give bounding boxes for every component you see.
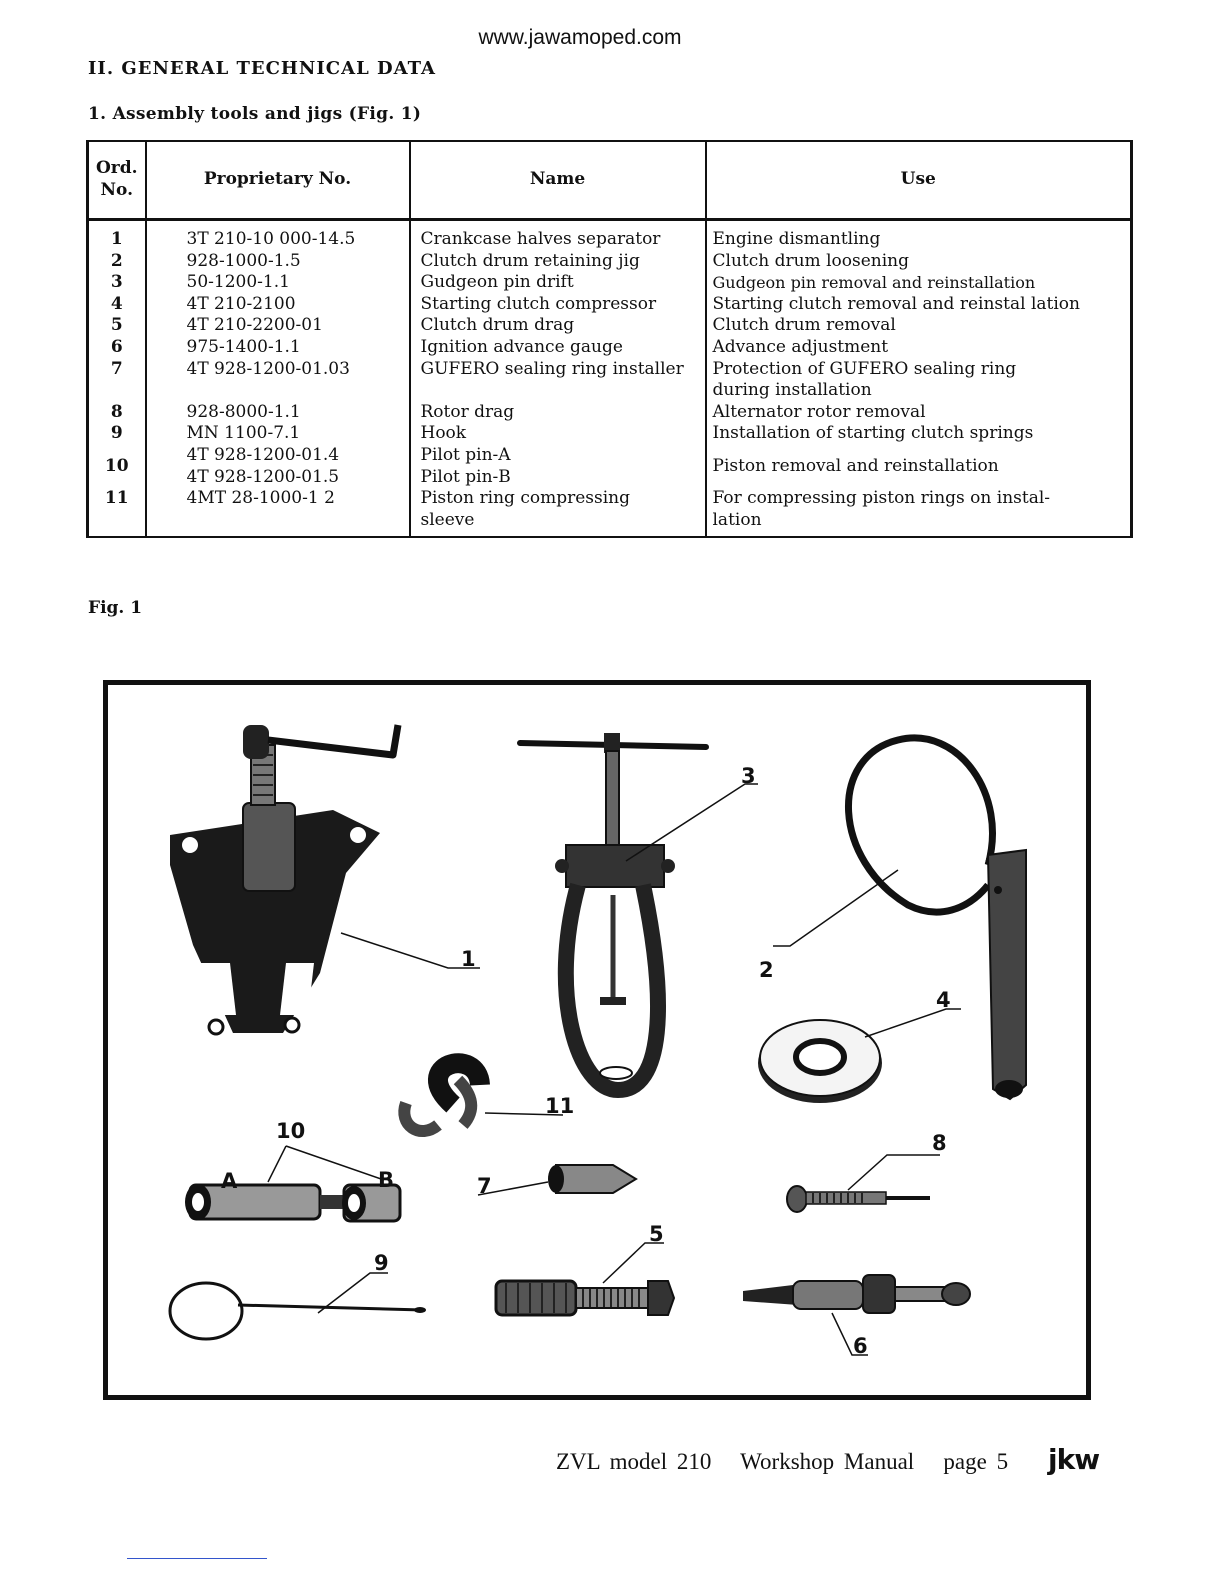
callout-2: 2 — [759, 958, 774, 982]
cell-use: Protection of GUFERO sealing ring during installation — [706, 359, 1132, 402]
table-header-row — [88, 141, 1132, 220]
cell-name: GUFERO sealing ring installer — [410, 359, 706, 402]
cell-use: Starting clutch removal and reinstal lation — [706, 294, 1132, 316]
tool-1-crankcase-separator — [170, 725, 398, 1034]
cell-name: Clutch drum drag — [410, 315, 706, 337]
cell-proprietary: 975-1400-1.1 — [146, 337, 410, 359]
tool-9-hook — [170, 1283, 426, 1339]
tool-3-gudgeon-pin-drift — [520, 733, 706, 1090]
cell-use: Clutch drum removal — [706, 315, 1132, 337]
tool-8-rotor-drag — [787, 1186, 930, 1212]
figure-label: Fig. 1 — [88, 598, 143, 618]
cell-use: Piston removal and reinstallation — [706, 445, 1132, 488]
tool-7-gufero-installer — [548, 1165, 636, 1193]
cell-ord: 5 — [88, 315, 146, 337]
cell-name: Hook — [410, 423, 706, 445]
table-row — [88, 315, 1132, 337]
table-row — [88, 445, 1132, 488]
bottom-rule — [127, 1558, 267, 1559]
cell-ord: 2 — [88, 251, 146, 273]
table-row — [88, 220, 1132, 251]
table-row — [88, 402, 1132, 424]
callout-b: B — [378, 1168, 395, 1192]
tool-10-pilot-pins — [185, 1184, 400, 1221]
cell-use: Engine dismantling — [706, 220, 1132, 251]
cell-proprietary: 4T 928-1200-01.4 4T 928-1200-01.5 — [146, 445, 410, 488]
cell-name: Gudgeon pin drift — [410, 272, 706, 294]
cell-name: Piston ring compressing sleeve — [410, 488, 706, 537]
callout-9: 9 — [374, 1251, 389, 1275]
callout-1: 1 — [461, 947, 476, 971]
table-row — [88, 423, 1132, 445]
cell-ord: 6 — [88, 337, 146, 359]
cell-ord: 1 — [88, 220, 146, 251]
cell-name: Rotor drag — [410, 402, 706, 424]
cell-ord: 11 — [88, 488, 146, 537]
cell-ord: 9 — [88, 423, 146, 445]
callout-7: 7 — [477, 1174, 492, 1198]
tools-figure — [103, 680, 1091, 1400]
table-row — [88, 337, 1132, 359]
table-row — [88, 251, 1132, 273]
tools-table — [86, 140, 1133, 538]
site-url: www.jawamoped.com — [478, 26, 682, 49]
callout-11: 11 — [545, 1094, 575, 1118]
callout-8: 8 — [932, 1131, 947, 1155]
cell-ord: 7 — [88, 359, 146, 402]
cell-proprietary: MN 1100-7.1 — [146, 423, 410, 445]
tool-6-advance-gauge — [743, 1275, 970, 1313]
jkw-logo: jkw — [1048, 1443, 1100, 1476]
cell-name: Ignition advance gauge — [410, 337, 706, 359]
callout-3: 3 — [741, 764, 756, 788]
table-row — [88, 359, 1132, 402]
header-ord: Ord. No. — [88, 141, 146, 220]
cell-proprietary: 928-8000-1.1 — [146, 402, 410, 424]
callout-5: 5 — [649, 1222, 664, 1246]
cell-use: For compressing piston rings on instal- lation — [706, 488, 1132, 537]
cell-proprietary: 928-1000-1.5 — [146, 251, 410, 273]
cell-use: Advance adjustment — [706, 337, 1132, 359]
cell-ord: 3 — [88, 272, 146, 294]
header-name: Name — [410, 141, 706, 220]
tool-5-clutch-drum-drag — [496, 1281, 674, 1315]
cell-ord: 10 — [88, 445, 146, 488]
cell-name: Crankcase halves separator — [410, 220, 706, 251]
cell-use: Installation of starting clutch springs — [706, 423, 1132, 445]
cell-name: Clutch drum retaining jig — [410, 251, 706, 273]
cell-proprietary: 50-1200-1.1 — [146, 272, 410, 294]
cell-name: Starting clutch compressor — [410, 294, 706, 316]
tool-4-compressor-ring — [758, 1020, 882, 1103]
header-use: Use — [706, 141, 1132, 220]
callout-6: 6 — [853, 1334, 868, 1358]
tools-illustration — [108, 685, 1086, 1395]
cell-name: Pilot pin-A Pilot pin-B — [410, 445, 706, 488]
footer-text: ZVL model 210 Workshop Manual page 5 — [556, 1449, 1009, 1474]
callout-4: 4 — [936, 988, 951, 1012]
cell-ord: 4 — [88, 294, 146, 316]
cell-proprietary: 4MT 28-1000-1 2 — [146, 488, 410, 537]
section-heading: II. GENERAL TECHNICAL DATA — [88, 58, 436, 79]
table-row — [88, 294, 1132, 316]
cell-proprietary: 4T 210-2100 — [146, 294, 410, 316]
cell-use: Gudgeon pin removal and reinstallation — [706, 272, 1132, 294]
cell-use: Clutch drum loosening — [706, 251, 1132, 273]
table-row — [88, 272, 1132, 294]
cell-ord: 8 — [88, 402, 146, 424]
header-proprietary: Proprietary No. — [146, 141, 410, 220]
callout-a: A — [221, 1169, 238, 1193]
cell-proprietary: 3T 210-10 000-14.5 — [146, 220, 410, 251]
cell-proprietary: 4T 210-2200-01 — [146, 315, 410, 337]
subheading: 1. Assembly tools and jigs (Fig. 1) — [88, 104, 422, 124]
table-row — [88, 488, 1132, 537]
callout-10: 10 — [276, 1119, 306, 1143]
tool-11-compressing-sleeve — [404, 1063, 480, 1131]
cell-proprietary: 4T 928-1200-01.03 — [146, 359, 410, 402]
cell-use: Alternator rotor removal — [706, 402, 1132, 424]
